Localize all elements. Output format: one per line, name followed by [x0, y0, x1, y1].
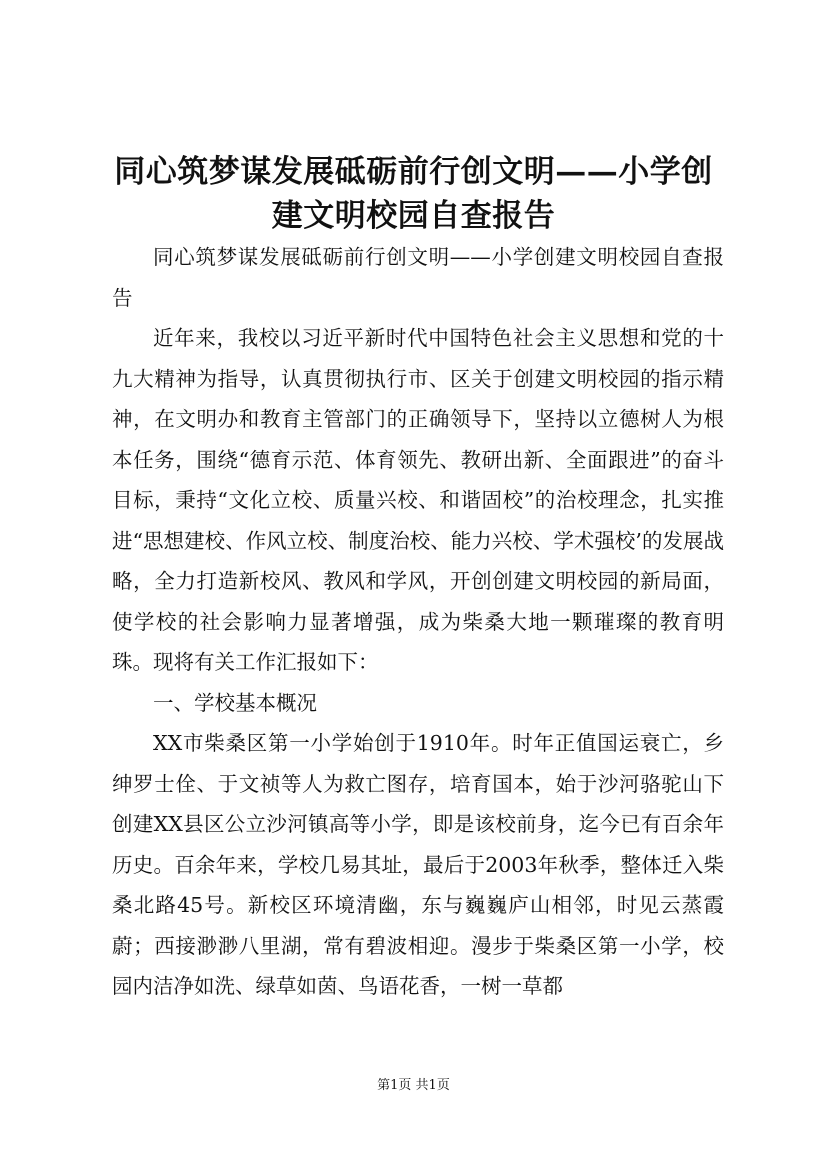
- page-footer: 第1页 共1页: [377, 1078, 450, 1093]
- section-heading-school-overview: 一、学校基本概况: [153, 690, 317, 715]
- document-body: [112, 237, 724, 1007]
- paragraph-introduction: 近年来，我校以习近平新时代中国特色社会主义思想和党的十九大精神为指导，认真贯彻执行市、区关于创建文明校园的指示精神，在文明办和教育主管部门的正确领导下，坚持以立德树人为根本任务，围绕“德育示范、体育领先、教研出新、全面跟进”的奋斗目标，秉持“文化立校、质量兴校、和谐固校”的治校理念，扎实推进“思想建校、作风立校、制度治校、能力兴校、学术强校’的发展战略，全力打造新校风、教风和学风，开创创建文明校园的新局面，使学校的社会影响力显著增强，成为柴桑大地一颗璀璨的教育明珠。现将有关工作汇报如下：: [112, 326, 724, 674]
- paragraph-school-history: XX市柴桑区第一小学始创于1910年。时年正值国运衰亡，乡绅罗士佺、于文祯等人为救亡图存，培育国本，始于沙河骆驼山下创建XX县区公立沙河镇高等小学，即是该校前身，迄今已有百余年历史。百余年来，学校几易其址，最后于2003年秋季，整体迁入柴桑北路45号。新校区环境清幽，东与巍巍庐山相邻，时见云蒸霞蔚；西接渺渺八里湖，常有碧波相迎。漫步于柴桑区第一小学，校园内洁净如洗、绿草如茵、鸟语花香，一树一草都: [112, 731, 724, 998]
- document-title: 同心筑梦谋发展砥砺前行创文明——小学创建文明校园自查报告: [114, 154, 713, 234]
- paragraph-subtitle: 同心筑梦谋发展砥砺前行创文明——小学创建文明校园自查报告: [112, 245, 724, 310]
